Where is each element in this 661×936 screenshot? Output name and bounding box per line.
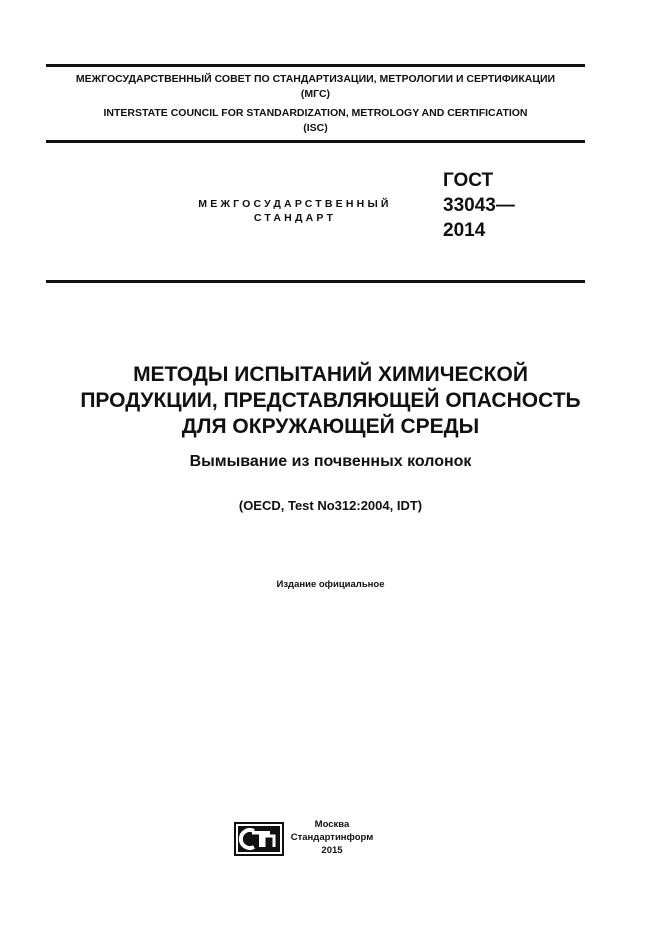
publisher-year: 2015 xyxy=(321,845,343,856)
standard-type-label xyxy=(170,197,420,225)
council-name-ru: МЕЖГОСУДАРСТВЕННЫЙ СОВЕТ ПО СТАНДАРТИЗАЦИИ, МЕТРОЛОГИИ И СЕРТИФИКАЦИИ xyxy=(75,73,556,85)
gost-number: 33043— xyxy=(443,195,515,216)
gost-designation xyxy=(443,168,573,243)
source-reference: (OECD, Test No312:2004, IDT) xyxy=(238,498,423,513)
council-abbr-ru: (МГС) xyxy=(300,88,331,100)
title-line-1: МЕТОДЫ ИСПЫТАНИЙ ХИМИЧЕСКОЙ xyxy=(133,363,528,386)
standard-type-line2: СТАНДАРТ xyxy=(253,212,337,224)
edition-note: Издание официальное xyxy=(276,579,385,590)
header-divider xyxy=(46,140,585,143)
council-abbr-en: (ISC) xyxy=(303,122,328,134)
publisher-city: Москва xyxy=(314,819,350,830)
publisher-name: Стандартинформ xyxy=(290,832,374,843)
document-title xyxy=(30,362,631,440)
designation-divider xyxy=(46,280,585,283)
document-subtitle: Вымывание из почвенных колонок xyxy=(189,453,472,470)
title-line-2: ПРОДУКЦИИ, ПРЕДСТАВЛЯЮЩЕЙ ОПАСНОСТЬ xyxy=(80,389,581,412)
publisher-info xyxy=(282,818,382,857)
gost-year: 2014 xyxy=(443,220,486,241)
top-divider xyxy=(46,64,585,67)
standard-type-line1: МЕЖГОСУДАРСТВЕННЫЙ xyxy=(198,198,392,210)
gost-prefix: ГОСТ xyxy=(443,170,494,191)
title-line-3: ДЛЯ ОКРУЖАЮЩЕЙ СРЕДЫ xyxy=(181,415,480,438)
council-header xyxy=(46,72,585,136)
standartinform-logo-icon xyxy=(234,822,284,856)
council-name-en: INTERSTATE COUNCIL FOR STANDARDIZATION, METROLOGY AND CERTIFICATION xyxy=(103,107,528,119)
